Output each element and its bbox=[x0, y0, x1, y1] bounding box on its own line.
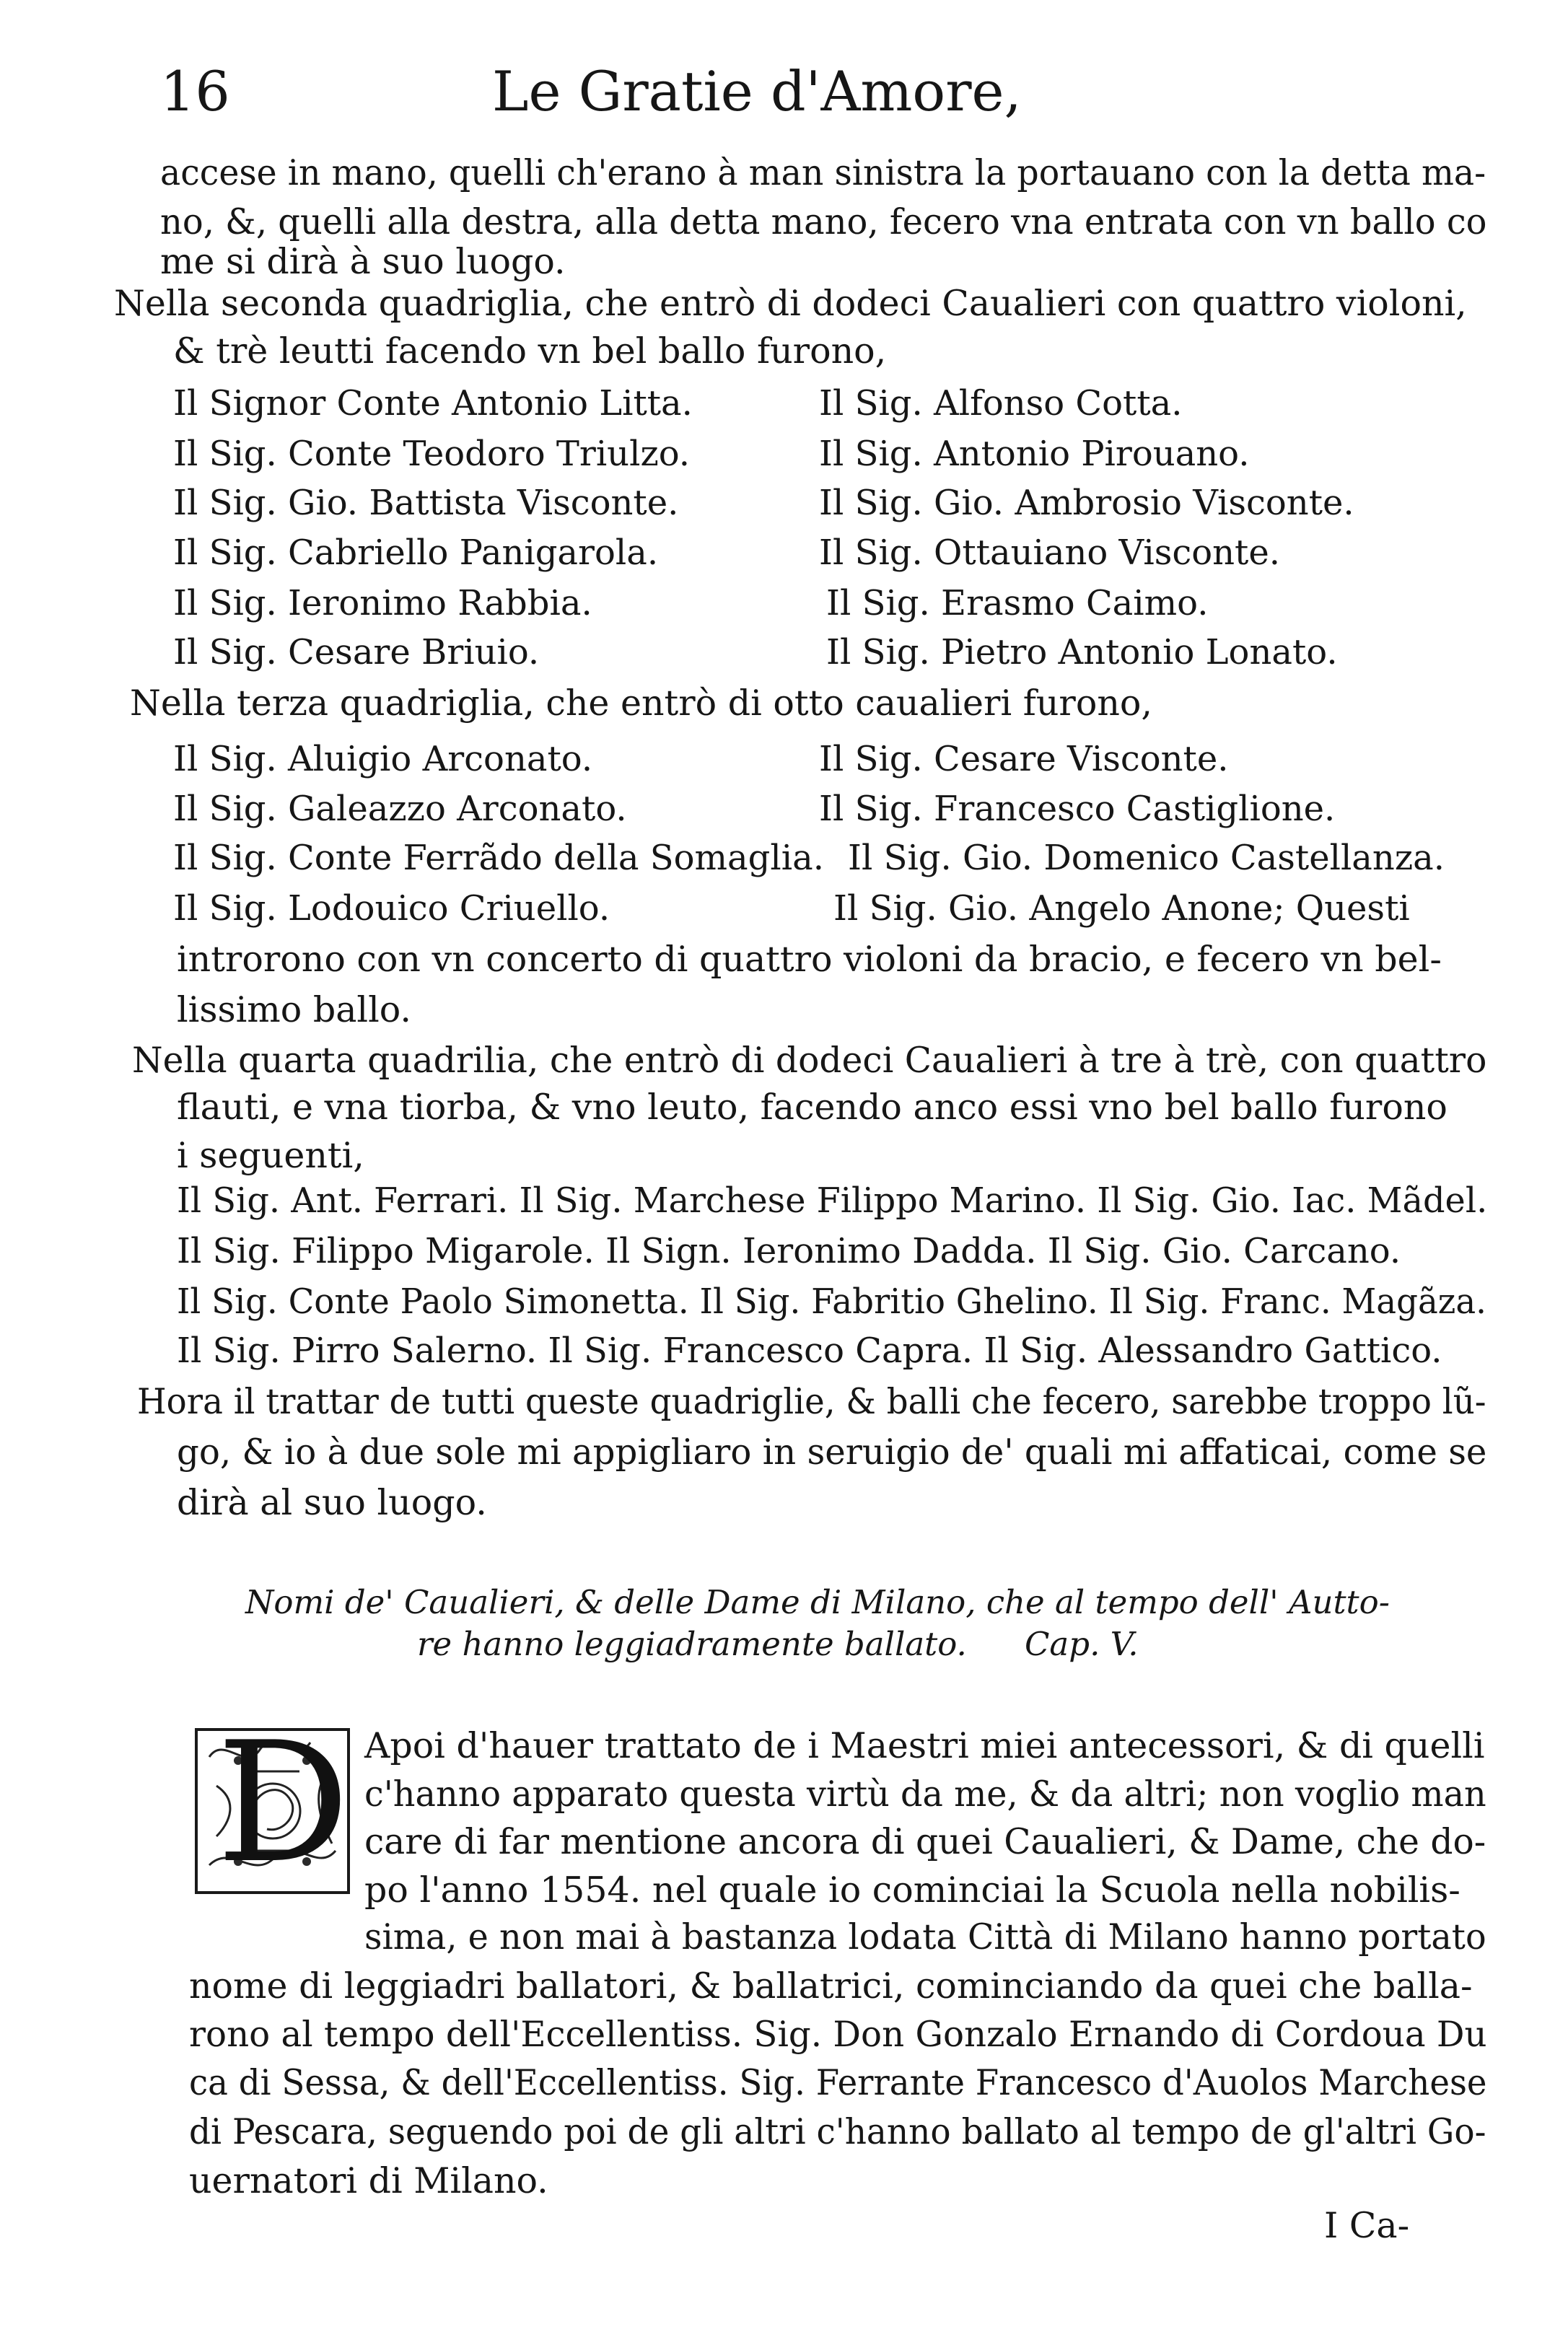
chapter-body-line: di Pescara, seguendo poi de gli altri c'hanno ballato al tempo de gl'altri Go- bbox=[189, 2111, 1486, 2152]
second-quadriglia-intro: & trè leutti facendo vn bel ballo furono, bbox=[173, 330, 887, 372]
second-quadriglia-left-name: Il Sig. Cabriello Panigarola. bbox=[173, 532, 659, 573]
third-quadriglia-left-name: Il Sig. Conte Ferrãdo della Somaglia. bbox=[173, 838, 824, 878]
intro-line: me si dirà à suo luogo. bbox=[160, 241, 566, 282]
third-quadriglia-right-name: Il Sig. Cesare Visconte. bbox=[819, 739, 1229, 779]
second-quadriglia-left-name: Il Sig. Gio. Battista Visconte. bbox=[173, 483, 679, 523]
fourth-quadriglia-intro: i seguenti, bbox=[177, 1135, 364, 1176]
third-quadriglia-intro: Nella terza quadriglia, che entrò di otto caualieri furono, bbox=[130, 683, 1152, 724]
intro-line: no, &, quelli alla destra, alla detta mano, fecero vna entrata con vn ballo co bbox=[160, 201, 1487, 242]
chapter-body-line: uernatori di Milano. bbox=[189, 2160, 548, 2201]
chapter-body-line: Apoi d'hauer trattato de i Maestri miei antecessori, & di quelli bbox=[364, 1725, 1485, 1766]
third-quadriglia-left-name: Il Sig. Galeazzo Arconato. bbox=[173, 789, 627, 829]
second-quadriglia-left-name: Il Sig. Conte Teodoro Triulzo. bbox=[173, 434, 691, 474]
third-quadriglia-closing: introrono con vn concerto di quattro violoni da bracio, e fecero vn bel- bbox=[177, 939, 1442, 980]
chapter-heading-line1: Nomi de' Caualieri, & delle Dame di Milano, che al tempo dell' Autto- bbox=[245, 1583, 1390, 1621]
third-quadriglia-left-name: Il Sig. Lodouico Criuello. bbox=[173, 888, 610, 929]
third-quadriglia-right-name: Il Sig. Gio. Angelo Anone; Questi bbox=[833, 888, 1410, 929]
third-quadriglia-right-name: Il Sig. Gio. Domenico Castellanza. bbox=[848, 838, 1445, 878]
third-quadriglia-left-name: Il Sig. Aluigio Arconato. bbox=[173, 739, 593, 779]
chapter-heading-line2: re hanno leggiadramente ballato. bbox=[417, 1625, 967, 1663]
second-quadriglia-right-name: Il Sig. Gio. Ambrosio Visconte. bbox=[819, 483, 1354, 523]
chapter-body-line: po l'anno 1554. nel quale io cominciai la Scuola nella nobilis- bbox=[364, 1869, 1460, 1911]
intro-line: accese in mano, quelli ch'erano à man sinistra la portauano con la detta ma- bbox=[160, 152, 1486, 193]
second-quadriglia-right-name: Il Sig. Pietro Antonio Lonato. bbox=[826, 632, 1338, 672]
fourth-quadriglia-intro: Nella quarta quadrilia, che entrò di dodeci Caualieri à tre à trè, con quattro bbox=[132, 1040, 1487, 1081]
third-quadriglia-closing: lissimo ballo. bbox=[177, 989, 411, 1030]
second-quadriglia-left-name: Il Sig. Ieronimo Rabbia. bbox=[173, 583, 592, 623]
fourth-quadriglia-row: Il Sig. Filippo Migarole. Il Sign. Ieronimo Dadda. Il Sig. Gio. Carcano. bbox=[177, 1231, 1401, 1271]
fourth-quadriglia-row: Il Sig. Ant. Ferrari. Il Sig. Marchese Filippo Marino. Il Sig. Gio. Iac. Mãdel. bbox=[177, 1180, 1488, 1221]
fourth-quadriglia-intro: flauti, e vna tiorba, & vno leuto, facendo anco essi vno bel ballo furono bbox=[177, 1087, 1447, 1128]
second-quadriglia-right-name: Il Sig. Antonio Pirouano. bbox=[819, 434, 1250, 474]
drop-cap-letter: D bbox=[216, 1707, 350, 1900]
chapter-body-line: sima, e non mai à bastanza lodata Città di Milano hanno portato bbox=[364, 1916, 1486, 1958]
second-quadriglia-left-name: Il Sig. Cesare Briuio. bbox=[173, 632, 540, 672]
second-quadriglia-right-name: Il Sig. Ottauiano Visconte. bbox=[819, 532, 1280, 573]
hora-paragraph-line: Hora il trattar de tutti queste quadriglie, & balli che fecero, sarebbe troppo lũ- bbox=[137, 1381, 1486, 1422]
drop-cap-ornament bbox=[195, 1707, 350, 1900]
hora-paragraph-line: dirà al suo luogo. bbox=[177, 1482, 487, 1523]
chapter-heading-cap: Cap. V. bbox=[1025, 1625, 1139, 1663]
fourth-quadriglia-row: Il Sig. Pirro Salerno. Il Sig. Francesco Capra. Il Sig. Alessandro Gattico. bbox=[177, 1331, 1442, 1371]
third-quadriglia-right-name: Il Sig. Francesco Castiglione. bbox=[819, 789, 1336, 829]
chapter-body-line: c'hanno apparato questa virtù da me, & da altri; non voglio man bbox=[364, 1774, 1486, 1815]
catchword: I Ca- bbox=[1324, 2205, 1410, 2246]
second-quadriglia-left-name: Il Signor Conte Antonio Litta. bbox=[173, 383, 693, 424]
chapter-body-line: rono al tempo dell'Eccellentiss. Sig. Don Gonzalo Ernando di Cordoua Du bbox=[189, 2014, 1487, 2055]
hora-paragraph-line: go, & io à due sole mi appigliaro in seruigio de' quali mi affaticai, come se bbox=[177, 1432, 1487, 1473]
running-title: Le Gratie d'Amore, bbox=[492, 59, 1022, 123]
page-number: 16 bbox=[160, 59, 230, 123]
chapter-body-line: nome di leggiadri ballatori, & ballatrici, cominciando da quei che balla- bbox=[189, 1965, 1473, 2007]
chapter-body-line: ca di Sessa, & dell'Eccellentiss. Sig. Ferrante Francesco d'Auolos Marchese bbox=[189, 2062, 1487, 2103]
second-quadriglia-right-name: Il Sig. Alfonso Cotta. bbox=[819, 383, 1183, 424]
fourth-quadriglia-row: Il Sig. Conte Paolo Simonetta. Il Sig. Fabritio Ghelino. Il Sig. Franc. Magãza. bbox=[177, 1281, 1486, 1322]
second-quadriglia-intro: Nella seconda quadriglia, che entrò di dodeci Caualieri con quattro violoni, bbox=[114, 283, 1467, 324]
second-quadriglia-right-name: Il Sig. Erasmo Caimo. bbox=[826, 583, 1209, 623]
chapter-body-line: care di far mentione ancora di quei Caualieri, & Dame, che do- bbox=[364, 1821, 1486, 1862]
